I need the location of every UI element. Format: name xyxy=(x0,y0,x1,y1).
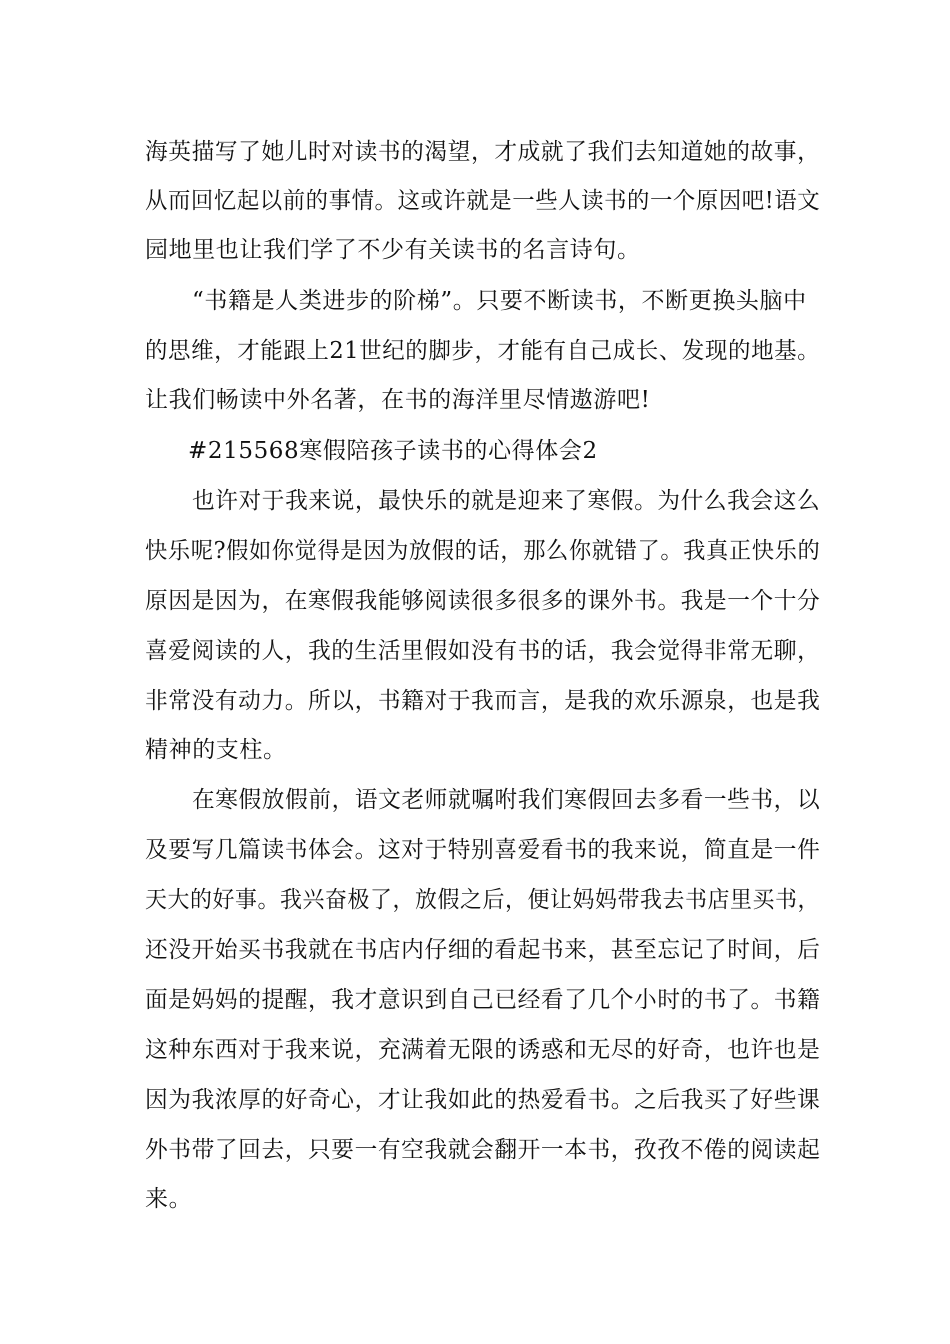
text-line: 还没开始买书我就在书店内仔细的看起书来，甚至忘记了时间，后 xyxy=(145,937,821,963)
text-line: 让我们畅读中外名著，在书的海洋里尽情遨游吧! xyxy=(145,387,651,413)
text-line: 来。 xyxy=(145,1186,193,1212)
text-line: 快乐呢?假如你觉得是因为放假的话，那么你就错了。我真正快乐的 xyxy=(145,538,821,564)
text-line: 原因是因为，在寒假我能够阅读很多很多的课外书。我是一个十分 xyxy=(145,588,821,614)
text-line: 天大的好事。我兴奋极了，放假之后，便让妈妈带我去书店里买书， xyxy=(145,887,821,913)
text-line: 从而回忆起以前的事情。这或许就是一些人读书的一个原因吧!语文 xyxy=(145,188,821,214)
text-line: 外书带了回去，只要一有空我就会翻开一本书，孜孜不倦的阅读起 xyxy=(145,1137,821,1163)
text-line: 这种东西对于我来说，充满着无限的诱惑和无尽的好奇，也许也是 xyxy=(145,1037,821,1063)
text-line: 也许对于我来说，最快乐的就是迎来了寒假。为什么我会这么 xyxy=(192,488,821,514)
text-line: 园地里也让我们学了不少有关读书的名言诗句。 xyxy=(145,237,641,263)
section-heading: #215568寒假陪孩子读书的心得体会2 xyxy=(188,438,598,464)
text-line: 在寒假放假前，语文老师就嘱咐我们寒假回去多看一些书，以 xyxy=(192,787,821,813)
text-line: 喜爱阅读的人，我的生活里假如没有书的话，我会觉得非常无聊， xyxy=(145,638,821,664)
text-line: 海英描写了她儿时对读书的渴望，才成就了我们去知道她的故事， xyxy=(145,139,821,165)
text-line: 面是妈妈的提醒，我才意识到自己已经看了几个小时的书了。书籍 xyxy=(145,987,821,1013)
text-line: 非常没有动力。所以，书籍对于我而言，是我的欢乐源泉，也是我 xyxy=(145,688,821,714)
text-line: 的思维，才能跟上21世纪的脚步，才能有自己成长、发现的地基。 xyxy=(145,338,821,364)
text-line: “书籍是人类进步的阶梯”。只要不断读书，不断更换头脑中 xyxy=(192,288,807,314)
text-line: 精神的支柱。 xyxy=(145,737,287,763)
text-line: 及要写几篇读书体会。这对于特别喜爱看书的我来说，简直是一件 xyxy=(145,837,821,863)
text-line: 因为我浓厚的好奇心，才让我如此的热爱看书。之后我买了好些课 xyxy=(145,1087,821,1113)
